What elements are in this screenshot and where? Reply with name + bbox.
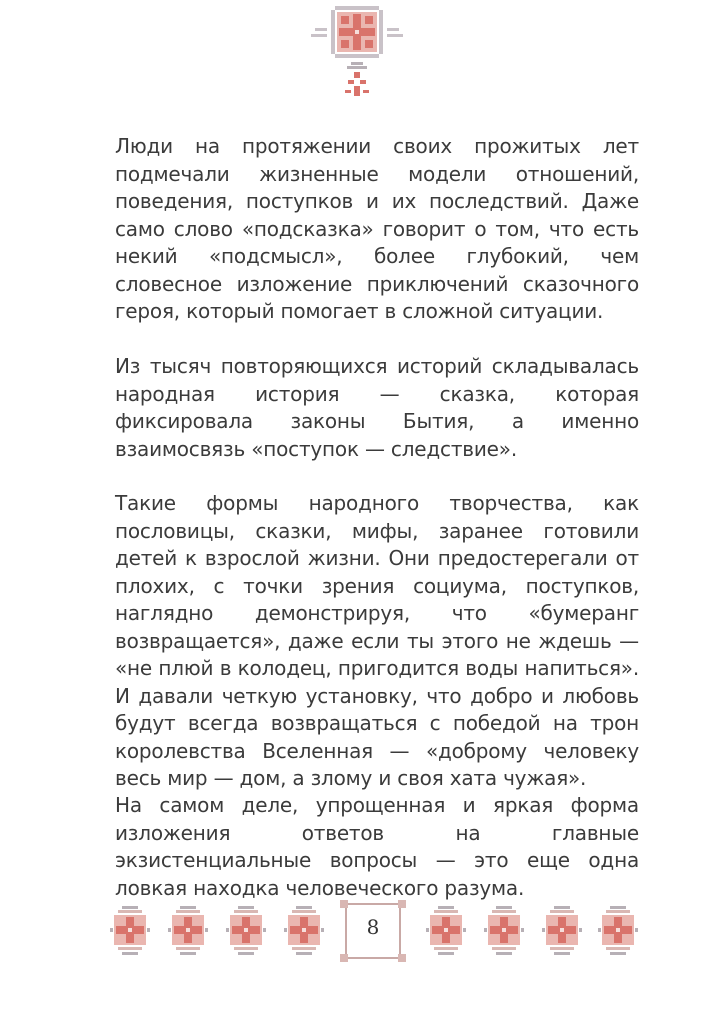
top-folk-ornament-icon [307,0,407,104]
paragraph-1-text: Люди на протяжении своих прожитых лет подмечали жизненные модели отношений, поведения, поступков и их последствий. Даже само слово «подсказка» говорит о том, что есть некий «подсмысл», более глубокий, чем словесное изложение приключений сказочного героя, который помогает в сложной ситуации. [115,134,639,323]
footer-ornament [108,898,640,970]
paragraph-4 [115,792,639,902]
page-number-box [344,900,402,958]
page-number: 8 [366,915,380,939]
paragraph-2 [115,353,639,463]
paragraph-2-text: Из тысяч повторяющихся историй складывалась народная история — сказка, которая фиксировала законы Бытия, а именно взаимосвязь «поступок — следствие». [115,354,639,461]
paragraph-3-text: Такие формы народного творчества, как пословицы, сказки, мифы, заранее готовили детей к взрослой жизни. Они предостерегали от плохих, с точки зрения социума, поступков, наглядно демонстрируя, что «бумеранг возвращается», даже если ты этого не ждешь — «не плюй в колодец, пригодится воды напиться». И давали четкую установку, что добро и любовь будут всегда возвращаться с победой на трон королевства Вселенная — «доброму человеку весь мир — дом, а злому и своя хата чужая». [115,491,639,790]
paragraph-1 [115,133,639,326]
paragraph-4-text: На самом деле, упрощенная и яркая форма изложения ответов на главные экзистенциальные вопросы — это еще одна ловкая находка человеческого разума. [115,793,639,900]
paragraph-3 [115,490,639,793]
